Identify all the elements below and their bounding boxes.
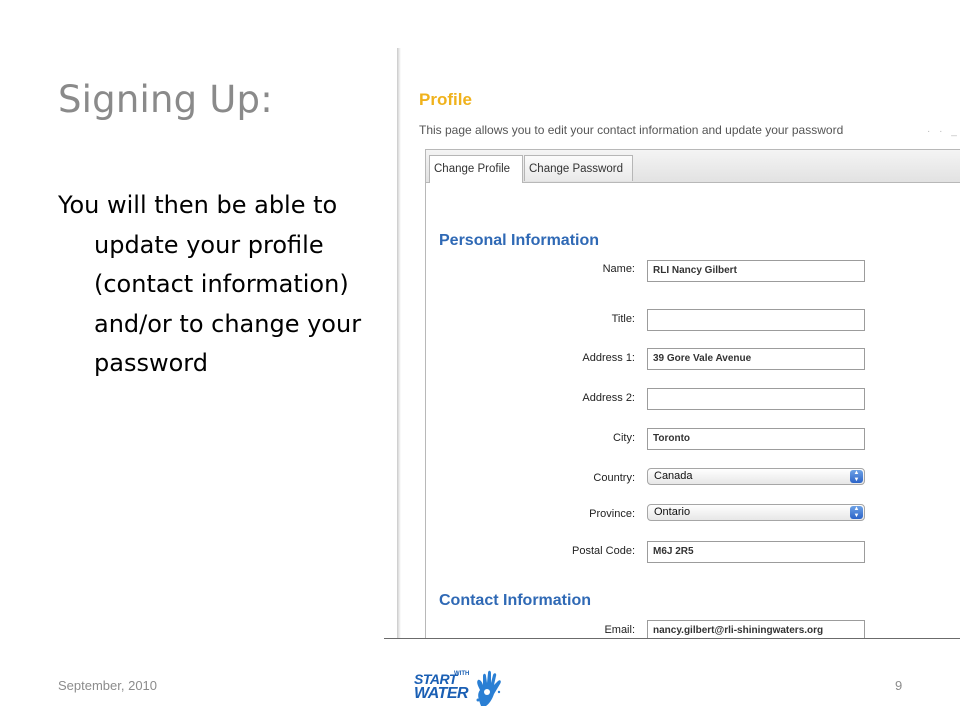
address1-field[interactable]: 39 Gore Vale Avenue <box>647 348 865 370</box>
tab-bar <box>426 150 960 183</box>
profile-description: This page allows you to edit your contact information and update your password <box>419 123 844 137</box>
city-label: City: <box>613 432 635 444</box>
country-select[interactable] <box>647 468 865 485</box>
footer-date: September, 2010 <box>58 678 158 693</box>
email-label: Email: <box>604 624 635 636</box>
select-arrows-icon: ▲ ▼ <box>850 506 863 519</box>
province-select[interactable] <box>647 504 865 521</box>
select-arrows-icon: ▲ ▼ <box>850 470 863 483</box>
tab-change-profile[interactable]: Change Profile <box>429 155 523 183</box>
address2-label: Address 2: <box>582 392 635 404</box>
tab-change-password[interactable]: Change Password <box>524 155 633 181</box>
title-field[interactable] <box>647 309 865 331</box>
city-field[interactable]: Toronto <box>647 428 865 450</box>
postal-code-label: Postal Code: <box>572 545 635 557</box>
title-label: Title: <box>611 313 635 325</box>
page-number: 9 <box>895 678 903 693</box>
profile-page-title: Profile <box>419 90 472 109</box>
truncation-dots: · · _ <box>927 126 960 137</box>
address1-label: Address 1: <box>582 352 635 364</box>
province-select-value: Ontario <box>654 506 691 518</box>
name-field[interactable]: RLI Nancy Gilbert <box>647 260 865 282</box>
email-field[interactable]: nancy.gilbert@rli-shiningwaters.org <box>647 620 865 639</box>
contact-information-heading: Contact Information <box>439 592 591 609</box>
country-select-value: Canada <box>654 470 693 482</box>
slide-body-text: You will then be able to update your profile (contact information) and/or to change your password <box>58 191 362 377</box>
screenshot-edge-shadow <box>397 48 401 638</box>
hand-icon <box>472 668 504 708</box>
postal-code-field[interactable]: M6J 2R5 <box>647 541 865 563</box>
name-label: Name: <box>602 263 635 275</box>
start-with-water-logo: START WITH WATER <box>414 668 504 710</box>
province-label: Province: <box>589 508 635 520</box>
address2-field[interactable] <box>647 388 865 410</box>
slide-title: Signing Up: <box>58 78 273 121</box>
profile-screenshot <box>384 48 960 639</box>
country-label: Country: <box>593 472 635 484</box>
personal-information-heading: Personal Information <box>439 232 600 249</box>
